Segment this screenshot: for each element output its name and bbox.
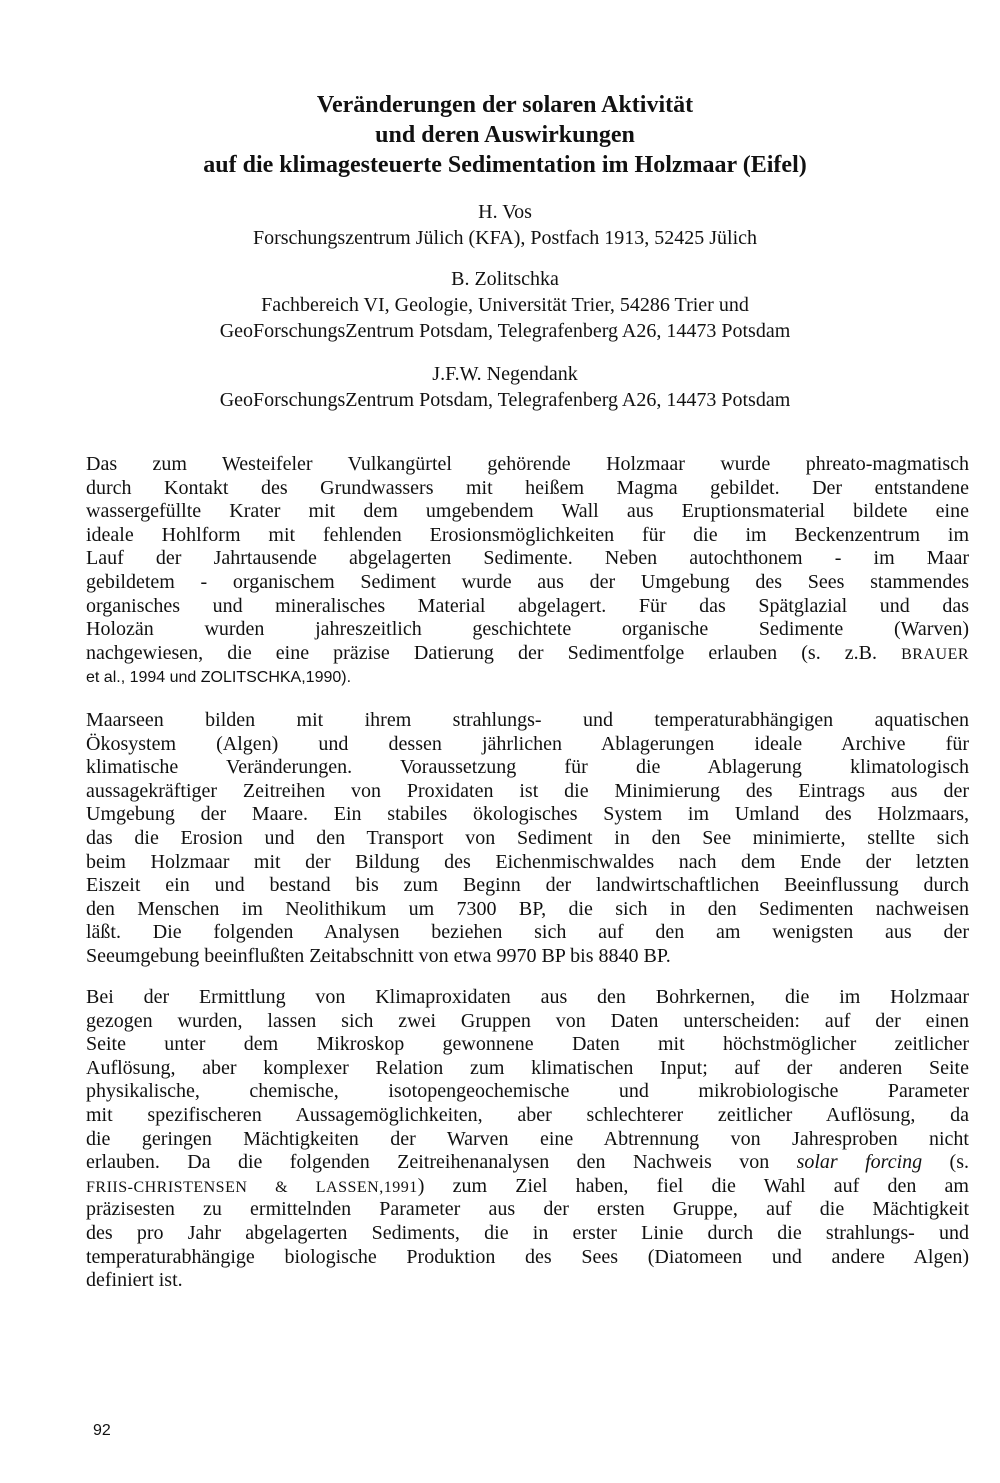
author-affiliation: GeoForschungsZentrum Potsdam, Telegrafenberg A26, 14473 Potsdam: [219, 389, 791, 411]
author-affiliation: GeoForschungsZentrum Potsdam, Telegrafenberg A26, 14473 Potsdam: [219, 320, 791, 342]
text-line: durch Kontakt des Grundwassers mit heißem Magma gebildet. Der entstandene: [86, 476, 969, 499]
author-name: B. Zolitschka: [451, 268, 559, 290]
text-line: physikalische, chemische, isotopengeochemische und mikrobiologische Parameter: [86, 1080, 969, 1103]
text-line: Eiszeit ein und bestand bis zum Beginn der landwirtschaftlichen Beeinflussung durch: [86, 874, 969, 897]
text-segment: nachgewiesen, die eine präzise Datierung der Sedimentfolge erlauben (s. z.B.: [86, 641, 878, 664]
text-line: mit spezifischeren Aussagemöglichkeiten, aber schlechterer zeitlicher Auflösung, da: [86, 1103, 969, 1126]
text-segment: et al., 1994 und: [86, 669, 201, 687]
text-line: Auflösung, aber komplexer Relation zum klimatischen Input; auf der anderen Seite: [86, 1056, 969, 1079]
text-line: organisches und mineralisches Material abgelagert. Für das Spätglazial und das: [86, 594, 969, 617]
author-block-negendank: [60, 361, 950, 413]
text-line: Umgebung der Maare. Ein stabiles ökologisches System im Umland des Holzmaars,: [86, 803, 969, 826]
text-line: wassergefüllte Krater mit dem umgebendem Wall aus Eruptionsmaterial bildete eine: [86, 500, 969, 523]
text-line: die geringen Mächtigkeiten der Warven eine Abtrennung von Jahresproben nicht: [86, 1127, 969, 1150]
citation-friis-christensen: FRIIS-CHRISTENSEN & LASSEN,1991: [86, 1178, 418, 1196]
paragraph-1: [86, 453, 969, 689]
text-line: ideale Hohlform mit fehlenden Erosionsmöglichkeiten für die im Beckenzentrum im: [86, 523, 969, 546]
text-segment: ).: [341, 669, 352, 687]
italic-term: solar forcing: [796, 1151, 923, 1174]
text-line: gezogen wurden, lassen sich zwei Gruppen von Daten unterscheiden: auf der einen: [86, 1009, 969, 1032]
citation-brauer: BRAUER: [901, 645, 970, 663]
paragraph-3: [86, 986, 969, 1293]
text-line: definiert ist.: [86, 1269, 183, 1292]
text-line: beim Holzmaar mit der Bildung des Eichenmischwaldes nach dem Ende der letzten: [86, 850, 969, 873]
title-line: und deren Auswirkungen: [375, 122, 635, 148]
text-line: läßt. Die folgenden Analysen beziehen sich auf den am wenigsten aus der: [86, 921, 969, 944]
text-line: klimatische Veränderungen. Voraussetzung für die Ablagerung klimatologisch: [86, 756, 969, 779]
text-line: Holozän wurden jahreszeitlich geschichtete organische Sedimente (Warven): [86, 618, 969, 641]
text-segment: (s.: [922, 1151, 969, 1174]
text-line: Das zum Westeifeler Vulkangürtel gehörende Holzmaar wurde phreato-magmatisch: [86, 453, 969, 475]
paragraph-2: [86, 709, 969, 969]
text-line-with-italic: [86, 1151, 969, 1175]
text-segment: ) zum Ziel haben, fiel die Wahl auf den am: [417, 1174, 969, 1197]
author-name: J.F.W. Negendank: [432, 363, 578, 385]
text-line: den Menschen im Neolithikum um 7300 BP, die sich in den Sedimenten nachweisen: [86, 897, 969, 920]
page-number: 92: [93, 1422, 111, 1439]
text-line: aussagekräftiger Zeitreihen von Proxidaten ist die Minimierung des Eintrags aus der: [86, 779, 969, 802]
text-line: des pro Jahr abgelagerten Sediments, die in erster Linie durch die strahlungs- und: [86, 1221, 969, 1244]
text-line: Maarseen bilden mit ihrem strahlungs- und temperaturabhängigen aquatischen: [86, 709, 969, 731]
text-line: Seite unter dem Mikroskop gewonnene Daten mit höchstmöglicher zeitlicher: [86, 1033, 969, 1056]
citation-zolitschka: ZOLITSCHKA,1990: [200, 669, 342, 687]
text-line: temperaturabhängige biologische Produktion des Sees (Diatomeen und andere Algen): [86, 1245, 969, 1268]
author-affiliation: Forschungszentrum Jülich (KFA), Postfach 1913, 52425 Jülich: [252, 227, 758, 249]
title-line: auf die klimagesteuerte Sedimentation im Holzmaar (Eifel): [203, 152, 807, 178]
text-line: Lauf der Jahrtausende abgelagerten Sedimente. Neben autochthonem - im Maar: [86, 547, 969, 570]
text-line: das die Erosion und den Transport von Sediment in den See minimierte, stellte sich: [86, 826, 969, 849]
author-affiliation: Fachbereich VI, Geologie, Universität Trier, 54286 Trier und: [261, 294, 749, 316]
text-line-with-reference: [86, 642, 969, 666]
author-name: H. Vos: [478, 201, 532, 223]
text-line: präzisesten zu ermittelnden Parameter aus der ersten Gruppe, auf die Mächtigkeit: [86, 1198, 969, 1221]
author-block-vos: [60, 199, 950, 251]
text-line: Ökosystem (Algen) und dessen jährlichen Ablagerungen ideale Archive für: [86, 732, 969, 755]
text-line: Bei der Ermittlung von Klimaproxidaten aus den Bohrkernen, die im Holzmaar: [86, 986, 969, 1008]
paper-title: [60, 90, 950, 180]
text-segment: erlauben. Da die folgenden Zeitreihenanalysen den Nachweis von: [86, 1151, 797, 1174]
text-line: Seeumgebung beeinflußten Zeitabschnitt von etwa 9970 BP bis 8840 BP.: [86, 944, 671, 967]
text-line: gebildetem - organischem Sediment wurde aus der Umgebung des Sees stammendes: [86, 570, 969, 593]
title-line: Veränderungen der solaren Aktivität: [316, 92, 694, 118]
text-line-with-reference: [86, 665, 969, 689]
text-line-with-reference: [86, 1175, 969, 1199]
author-block-zolitschka: [60, 266, 950, 344]
